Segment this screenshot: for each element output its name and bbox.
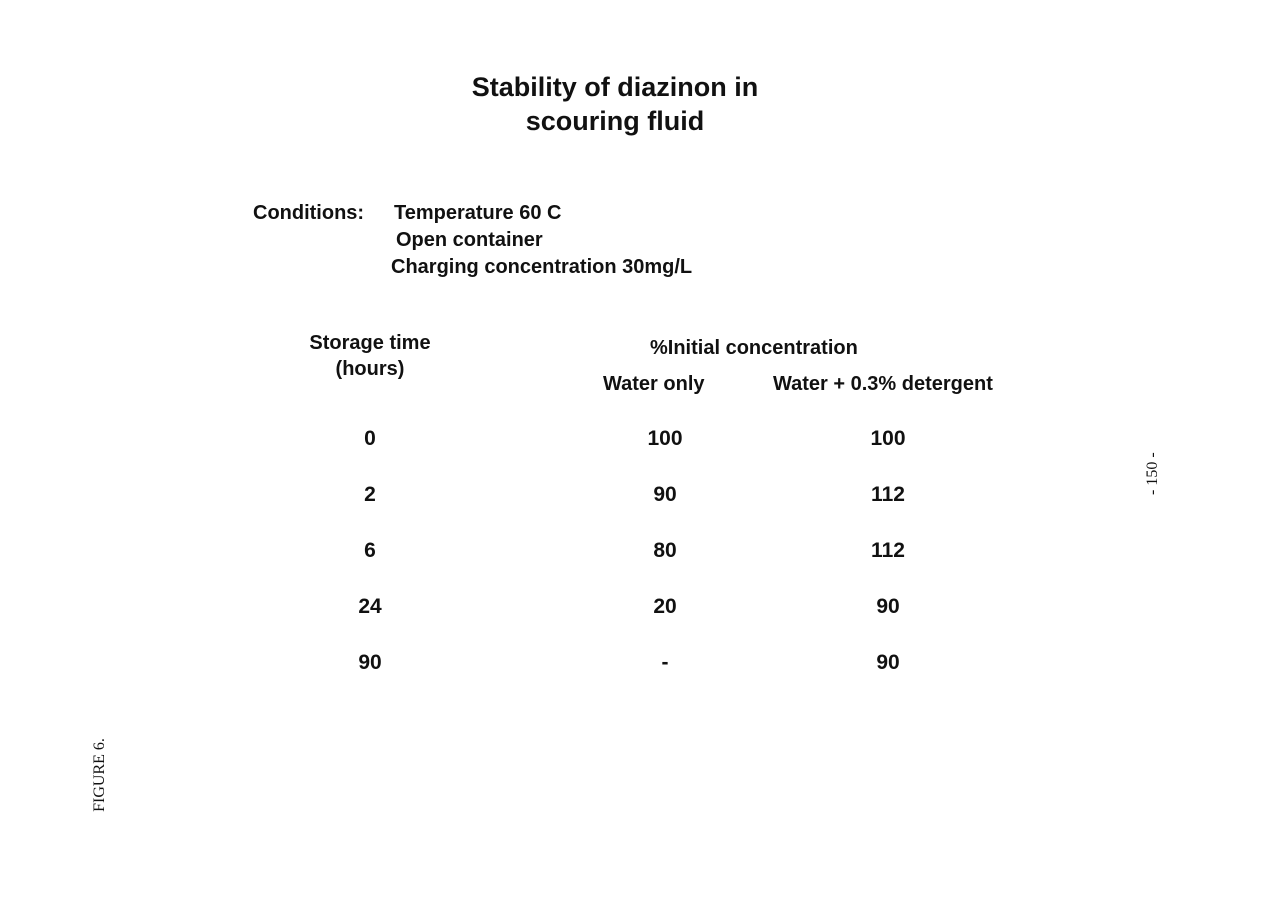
water-only-cell: 90 [653,483,677,506]
storage-time-header-line-2: (hours) [335,358,405,380]
title-line-2: scouring fluid [525,106,705,136]
storage-time-cell: 0 [364,427,376,450]
storage-time-cell: 6 [364,539,376,562]
table-row [0,592,1283,622]
water-only-header: Water only [603,373,705,395]
water-detergent-header: Water + 0.3% detergent [773,373,993,395]
water-detergent-cell: 100 [870,427,906,450]
table-row [0,648,1283,678]
initial-concentration-header: %Initial concentration [650,337,858,359]
storage-time-cell: 2 [364,483,376,506]
table-row [0,536,1283,566]
water-only-cell: 20 [653,595,677,618]
title-line-1: Stability of diazinon in [471,72,759,102]
figure-label: FIGURE 6. [91,738,108,812]
storage-time-cell: 90 [358,651,382,674]
conditions-label: Conditions: [253,202,365,224]
water-detergent-cell: 90 [876,651,900,674]
condition-concentration: Charging concentration 30mg/L [391,256,693,278]
water-detergent-cell: 112 [871,539,905,562]
storage-time-cell: 24 [358,595,382,618]
table-row [0,480,1283,510]
condition-temperature: Temperature 60 C [394,202,562,224]
page-number: - 150 - [1144,452,1161,495]
water-detergent-cell: 112 [871,483,905,506]
condition-container: Open container [396,229,543,251]
storage-time-header-line-1: Storage time [309,332,431,354]
water-only-cell: 100 [647,427,683,450]
water-only-cell: 80 [653,539,677,562]
water-detergent-cell: 90 [876,595,900,618]
table-row [0,424,1283,454]
water-only-cell: - [661,651,669,674]
